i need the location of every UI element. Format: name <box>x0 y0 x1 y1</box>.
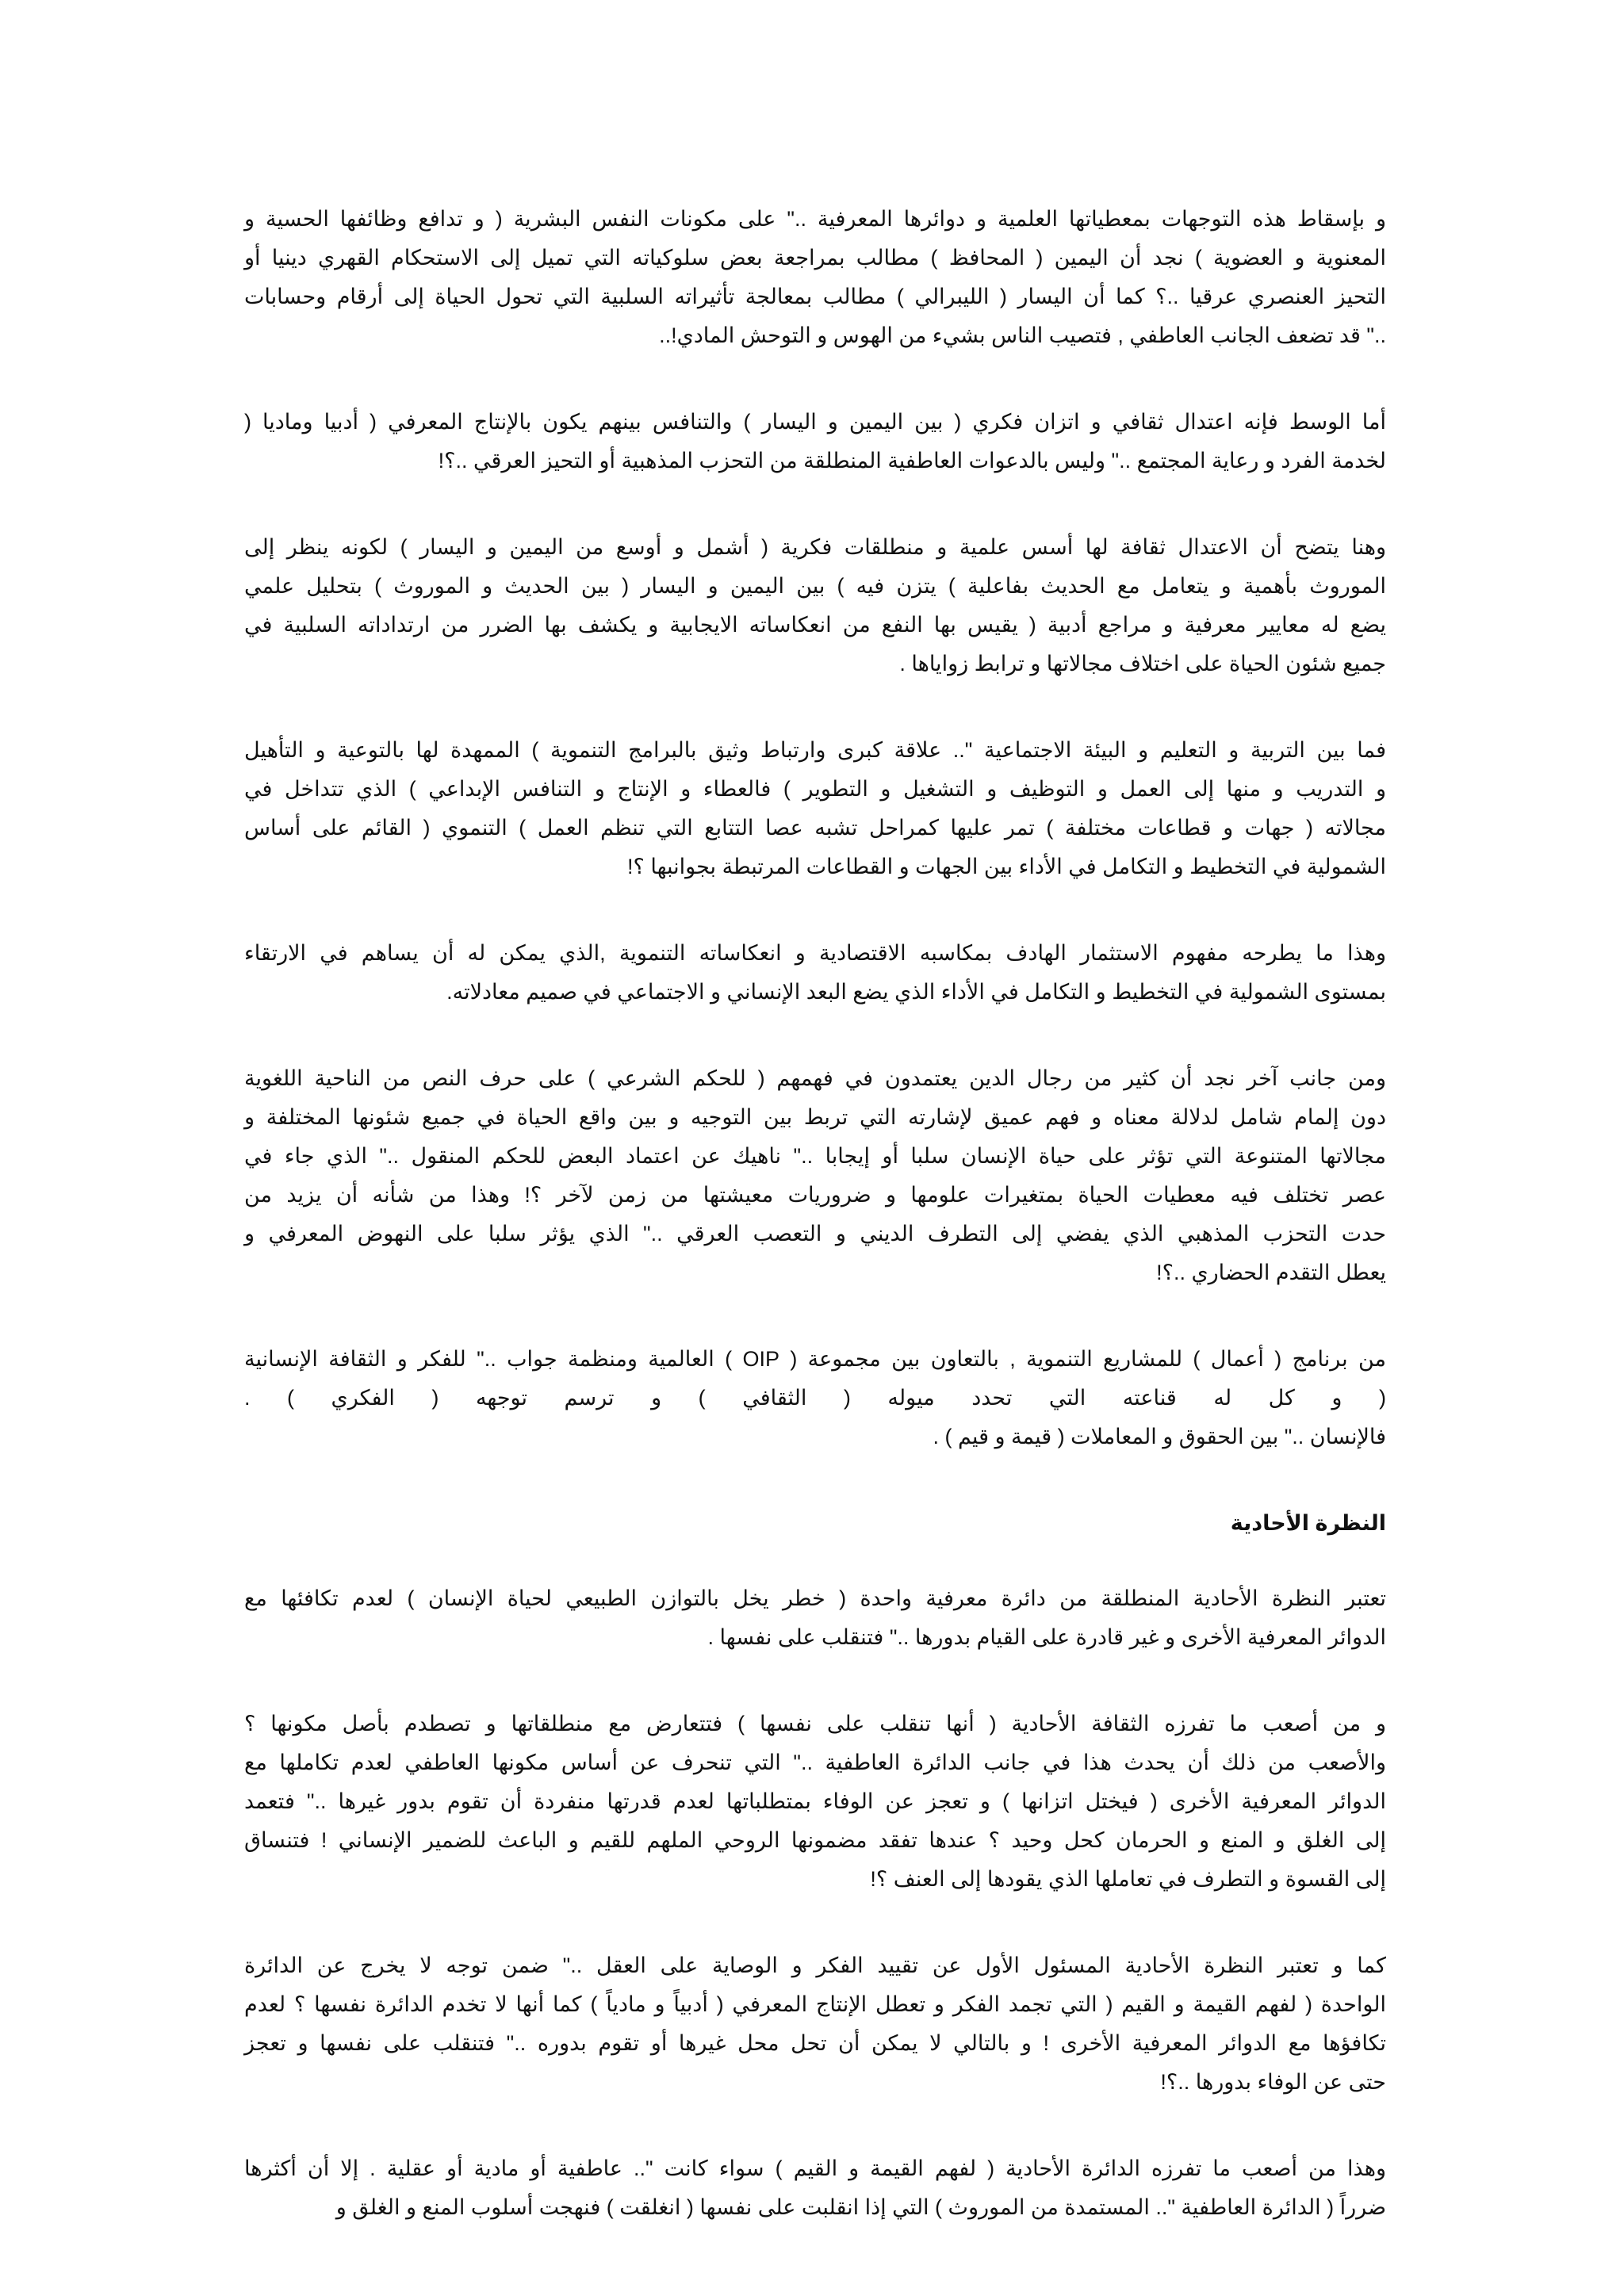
text-line: حتى عن الوفاء بدورها ..؟! <box>1160 2070 1386 2094</box>
text-line: ومن جانب آخر نجد أن كثير من رجال الدين يعتمدون في فهمهم ( للحكم الشرعي ) على حرف النص من الناحية اللغوية <box>244 1066 1386 1090</box>
text-line: يعطل التقدم الحضاري ..؟! <box>1156 1261 1386 1284</box>
text-line: الدوائر المعرفية الأخرى ( فيختل اتزانها ) و تعجز عن الوفاء بمتطلباتها لعدم قدرتها منفردة أن تقوم بدور غيرها .." فتعمد <box>244 1789 1386 1813</box>
text-line: إلى الغلق و المنع و الحرمان كحل وحيد ؟ عندها تفقد مضمونها الروحي الملهم للقيم و الباعث للضمير الإنساني ! فتنساق <box>244 1828 1386 1852</box>
paragraph <box>244 934 1386 1012</box>
paragraphs-top <box>244 200 1386 1456</box>
text-line: تكافؤها مع الدوائر المعرفية الأخرى ! و بالتالي لا يمكن أن تحل محل غيرها أو تقوم بدوره .." فتنقلب على نفسها و تعجز <box>244 2031 1386 2055</box>
text-line: الموروث بأهمية و يتعامل مع الحديث بفاعلية ) يتزن فيه ) بين اليمين و اليسار ( بين الحديث و الموروث ) بتحليل علمي <box>244 574 1386 598</box>
text-line: المعنوية و العضوية ) نجد أن اليمين ( المحافظ ) مطالب بمراجعة بعض سلوكياته التي تميل إلى الاستحكام القهري دينيا أو <box>244 246 1386 270</box>
paragraph <box>244 1579 1386 1657</box>
text-line: من برنامج ( أعمال ) للمشاريع التنموية , بالتعاون بين مجموعة ( OIP ) العالمية ومنظمة جواب .." للفكر و الثقافة الإنسانية <box>244 1347 1387 1371</box>
paragraph <box>244 200 1386 355</box>
text-line: جميع شئون الحياة على اختلاف مجالاتها و ترابط زواياها . <box>899 652 1386 675</box>
text-line: و من أصعب ما تفرزه الثقافة الأحادية ( أنها تنقلب على نفسها ) فتتعارض مع منطلقاتها و تصطدم بأصل مكونها ؟ <box>244 1712 1386 1735</box>
text-line: التحيز العنصري عرقيا ..؟ كما أن اليسار ( الليبرالي ) مطالب بمعالجة تأثيراته السلبية التي تحول الحياة إلى أرقام وحسابات <box>244 285 1386 308</box>
text-line: وهذا من أصعب ما تفرزه الدائرة الأحادية ( لفهم القيمة و القيم ) سواء كانت ".. عاطفية أو مادية أو عقلية . إلا أن أكثرها <box>244 2156 1386 2180</box>
text-line: أما الوسط فإنه اعتدال ثقافي و اتزان فكري ( بين اليمين و اليسار ) والتنافس بينهم يكون بالإنتاج المعرفي ( أدبيا وماديا ( <box>244 410 1386 434</box>
paragraph <box>244 731 1386 886</box>
text-line: فما بين التربية و التعليم و البيئة الاجتماعية ".. علاقة كبرى وارتباط وثيق بالبرامج التنموية ) الممهدة لها بالتوعية و التأهيل <box>244 738 1386 762</box>
text-line: و بإسقاط هذه التوجهات بمعطياتها العلمية و دوائرها المعرفية .." على مكونات النفس البشرية ( و تدافع وظائفها الحسية و <box>244 207 1386 231</box>
text-line: كما و تعتبر النظرة الأحادية المسئول الأول عن تقييد الفكر و الوصاية على العقل .." ضمن توجه لا يخرج عن الدائرة <box>244 1954 1386 1977</box>
text-line: ( و كل له قناعته التي تحدد ميوله ( الثقافي ) و ترسم توجهه ( الفكري ) . <box>244 1386 1386 1410</box>
paragraph <box>244 403 1386 480</box>
text-line: عصر تختلف فيه معطيات الحياة بمتغيرات علومها و ضروريات معيشتها من زمن لآخر ؟! وهذا من شأنه أن يزيد من <box>244 1183 1386 1207</box>
text-line: يضع له معايير معرفية و مراجع أدبية ( يقيس بها النفع من انعكاساته الايجابية و يكشف بها الضرر من ارتداداته السلبية في <box>244 613 1386 637</box>
text-line: و التدريب و منها إلى العمل و التوظيف و التشغيل و التطوير ) فالعطاء و الإنتاج و التنافس الإبداعي ) الذي تتداخل في <box>244 777 1386 801</box>
section-heading: النظرة الأحادية <box>1230 1511 1386 1535</box>
paragraph <box>244 1340 1386 1456</box>
text-line: دون إلمام شامل لدلالة معناه و فهم عميق لإشارته التي تربط بين التوجيه و بين واقع الحياة في جميع شئونها المختلفة و <box>244 1105 1386 1129</box>
paragraph <box>244 2149 1386 2227</box>
text-line: تعتبر النظرة الأحادية المنطلقة من دائرة معرفية واحدة ( خطر يخل بالتوازن الطبيعي لحياة الإنسان ) لعدم تكافئها مع <box>244 1586 1386 1610</box>
text-line: بمستوى الشمولية في التخطيط و التكامل في الأداء الذي يضع البعد الإنساني و الاجتماعي في صميم معادلاته. <box>446 980 1386 1004</box>
text-line: الشمولية في التخطيط و التكامل في الأداء بين الجهات و القطاعات المرتبطة بجوانبها ؟! <box>627 855 1386 878</box>
text-line: مجالاتها المتنوعة التي تؤثر على حياة الإنسان سلبا أو إيجابا .." ناهيك عن اعتماد البعض للحكم المنقول .." الذي جاء في <box>244 1144 1386 1168</box>
document-body <box>244 200 1386 2275</box>
text-line: والأصعب من ذلك أن يحدث هذا في جانب الدائرة العاطفية .." التي تنحرف عن أساس مكونها العاطفي لعدم تكاملها مع <box>244 1751 1386 1774</box>
paragraph <box>244 1705 1386 1899</box>
text-line: وهذا ما يطرحه مفهوم الاستثمار الهادف بمكاسبه الاقتصادية و انعكاساته التنموية ,الذي يمكن له أن يساهم في الارتقاء <box>244 941 1386 965</box>
text-line: ضرراً ( الدائرة العاطفية ".. المستمدة من الموروث ) التي إذا انقلبت على نفسها ( انغلقت ) فنهجت أسلوب المنع و الغلق و <box>335 2195 1386 2219</box>
paragraphs-section <box>244 1579 1386 2227</box>
text-line: حدت التحزب المذهبي الذي يفضي إلى التطرف الديني و التعصب العرقي .." الذي يؤثر سلبا على النهوض المعرفي و <box>244 1222 1386 1246</box>
paragraph <box>244 1946 1386 2102</box>
text-line: إلى القسوة و التطرف في تعاملها الذي يقودها إلى العنف ؟! <box>870 1867 1386 1891</box>
text-line: لخدمة الفرد و رعاية المجتمع .." وليس بالدعوات العاطفية المنطلقة من التحزب المذهبية أو التحيز العرقي ..؟! <box>438 449 1386 473</box>
text-line: وهنا يتضح أن الاعتدال ثقافة لها أسس علمية و منطلقات فكرية ( أشمل و أوسع من اليمين و اليسار ) لكونه ينظر إلى <box>244 535 1386 559</box>
text-line: الواحدة ( لفهم القيمة و القيم ( التي تجمد الفكر و تعطل الإنتاج المعرفي ( أدبياً و مادياً ) كما أنها لا تخدم الدائرة نفسها ؟ لعدم <box>244 1992 1386 2016</box>
text-line: فالإنسان .." بين الحقوق و المعاملات ( قيمة و قيم ) . <box>933 1425 1386 1448</box>
paragraph <box>244 1059 1386 1292</box>
paragraph <box>244 528 1386 683</box>
text-line: .." قد تضعف الجانب العاطفي , فتصيب الناس بشيء من الهوس و التوحش المادي!.. <box>659 323 1386 347</box>
text-line: الدوائر المعرفية الأخرى و غير قادرة على القيام بدورها .." فتنقلب على نفسها . <box>707 1625 1386 1649</box>
text-line: مجالاته ( جهات و قطاعات مختلفة ) تمر عليها كمراحل تشبه عصا التتابع التي تنظم العمل ) التنموي ( القائم على أساس <box>244 816 1386 840</box>
